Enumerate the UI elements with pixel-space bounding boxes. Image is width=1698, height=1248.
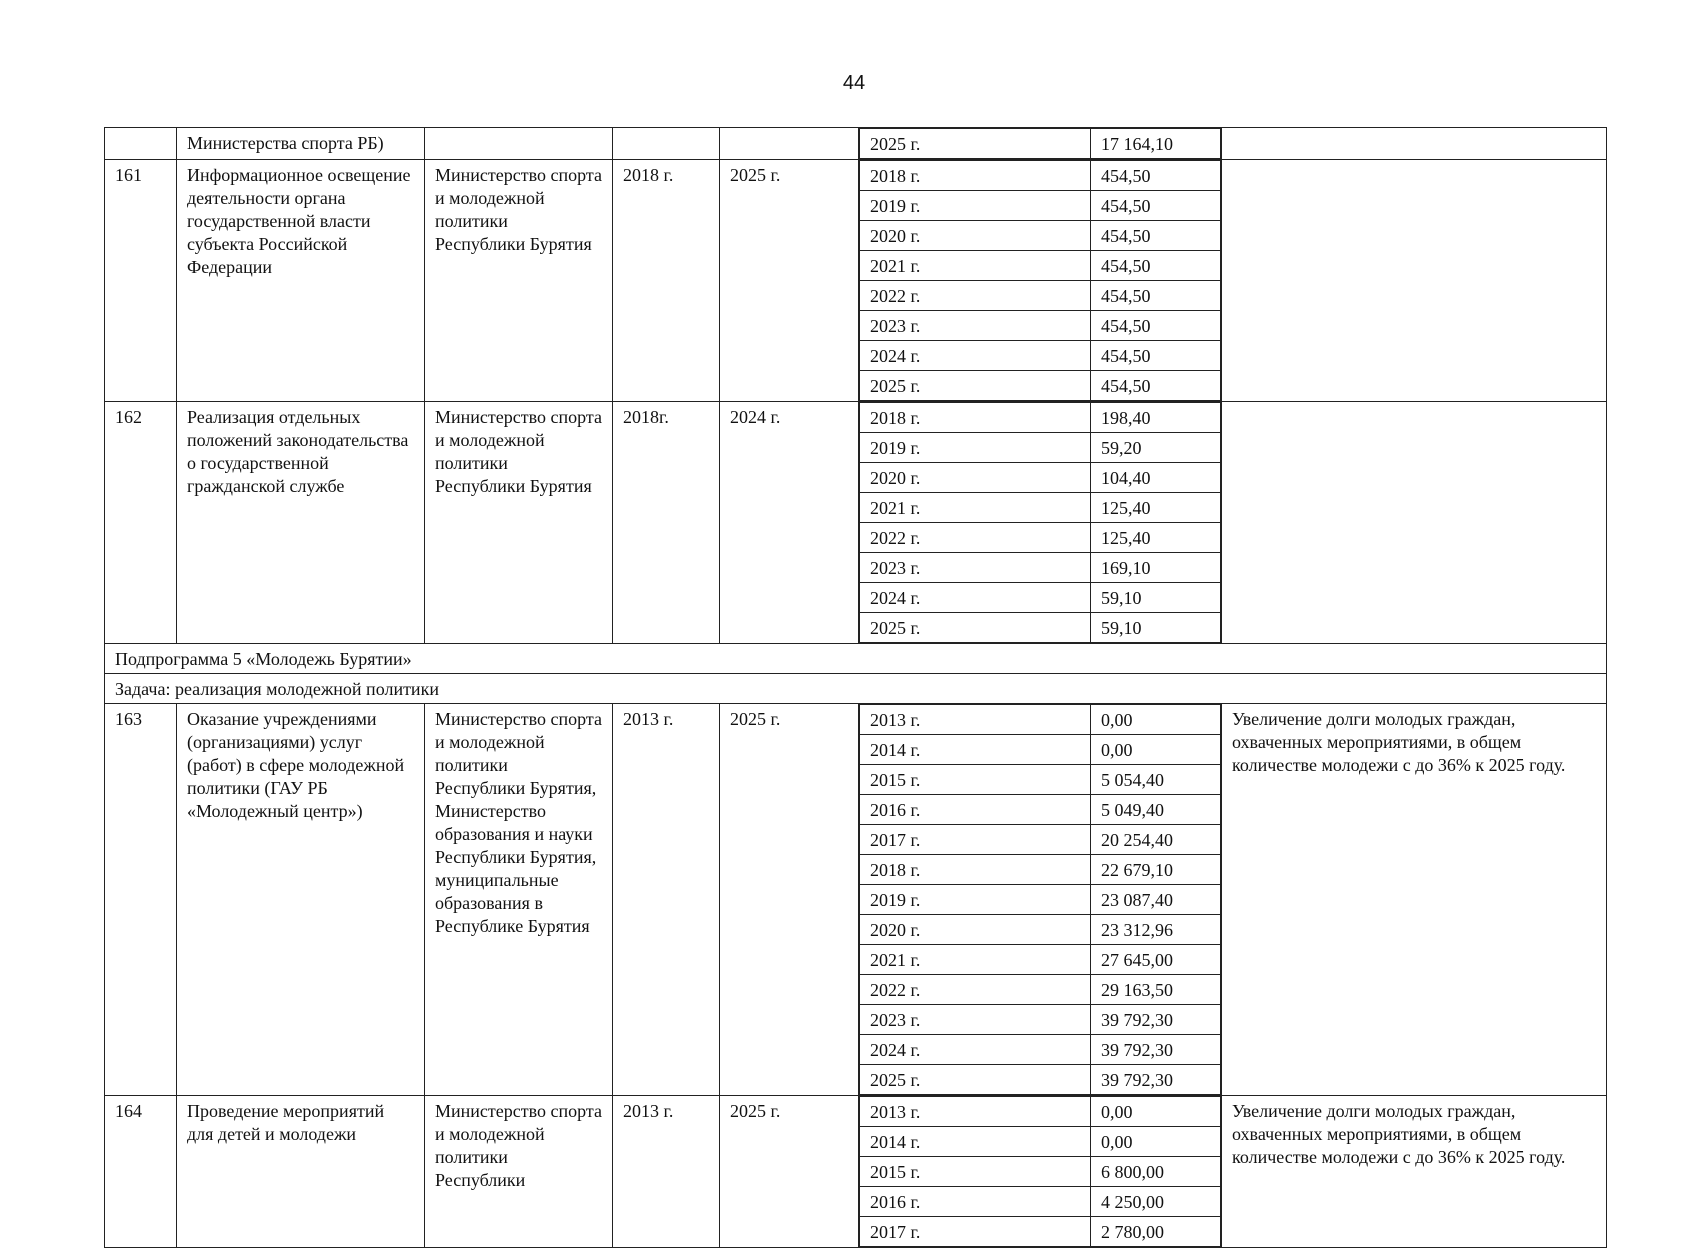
year: 2017 г. [860, 1217, 1091, 1247]
year: 2014 г. [860, 735, 1091, 765]
year: 2016 г. [860, 1187, 1091, 1217]
executor: Министерство спорта и молодежной политики Республики Бурятия [425, 402, 613, 644]
amount: 39 792,30 [1091, 1035, 1221, 1065]
start-year: 2018 г. [613, 160, 720, 402]
page-number: 44 [842, 72, 866, 94]
expected-result [1222, 402, 1607, 644]
year-row [860, 371, 1221, 401]
expected-result [1222, 128, 1607, 160]
year: 2023 г. [860, 1005, 1091, 1035]
program-table [104, 127, 1607, 1248]
expected-result: Увеличение долги молодых граждан, охваченных мероприятиями, в общем количестве молодежи с до 36% к 2025 году. [1222, 1096, 1607, 1248]
amount: 0,00 [1091, 1127, 1221, 1157]
year-row [860, 975, 1221, 1005]
year: 2021 г. [860, 945, 1091, 975]
table-row [105, 704, 1607, 1096]
year-row [860, 553, 1221, 583]
section-row [105, 674, 1607, 704]
year-row [860, 1005, 1221, 1035]
row-number: 161 [105, 160, 177, 402]
expected-result [1222, 160, 1607, 402]
year-row [860, 311, 1221, 341]
year-row [860, 1157, 1221, 1187]
section-title: Задача: реализация молодежной политики [105, 674, 1607, 704]
year-row [860, 403, 1221, 433]
amount: 454,50 [1091, 191, 1221, 221]
table-row [105, 402, 1607, 644]
section-row [105, 644, 1607, 674]
table-row [105, 128, 1607, 160]
amount: 29 163,50 [1091, 975, 1221, 1005]
year: 2024 г. [860, 341, 1091, 371]
row-number: 162 [105, 402, 177, 644]
year-row [860, 613, 1221, 643]
year: 2015 г. [860, 1157, 1091, 1187]
executor: Министерство спорта и молодежной политики Республики Бурятия [425, 160, 613, 402]
amount: 125,40 [1091, 523, 1221, 553]
amount: 5 049,40 [1091, 795, 1221, 825]
year: 2019 г. [860, 191, 1091, 221]
amount: 454,50 [1091, 311, 1221, 341]
year: 2023 г. [860, 311, 1091, 341]
event-name: Реализация отдельных положений законодательства о государственной гражданской службе [177, 402, 425, 644]
start-year [613, 128, 720, 160]
year-row [860, 191, 1221, 221]
funding-by-year [859, 704, 1222, 1096]
year-row [860, 855, 1221, 885]
year-row [860, 161, 1221, 191]
executor: Министерство спорта и молодежной политики Республики Бурятия, Министерство образования и науки Республики Бурятия, муниципальные образования в Республике Бурятия [425, 704, 613, 1096]
year: 2025 г. [860, 371, 1091, 401]
year-row [860, 129, 1221, 159]
executor [425, 128, 613, 160]
event-name: Министерства спорта РБ) [177, 128, 425, 160]
year: 2022 г. [860, 281, 1091, 311]
year-row [860, 735, 1221, 765]
year-row [860, 583, 1221, 613]
year-row [860, 705, 1221, 735]
event-name: Проведение мероприятий для детей и молодежи [177, 1096, 425, 1248]
year: 2025 г. [860, 129, 1091, 159]
year: 2017 г. [860, 825, 1091, 855]
amount: 23 312,96 [1091, 915, 1221, 945]
table-row [105, 160, 1607, 402]
funding-by-year [859, 128, 1222, 160]
amount: 169,10 [1091, 553, 1221, 583]
event-name: Оказание учреждениями (организациями) услуг (работ) в сфере молодежной политики (ГАУ РБ «Молодежный центр») [177, 704, 425, 1096]
year: 2018 г. [860, 403, 1091, 433]
start-year: 2013 г. [613, 1096, 720, 1248]
year: 2020 г. [860, 463, 1091, 493]
amount: 125,40 [1091, 493, 1221, 523]
start-year: 2018г. [613, 402, 720, 644]
amount: 454,50 [1091, 221, 1221, 251]
year: 2019 г. [860, 885, 1091, 915]
amount: 0,00 [1091, 1097, 1221, 1127]
year: 2023 г. [860, 553, 1091, 583]
year-row [860, 463, 1221, 493]
year: 2021 г. [860, 251, 1091, 281]
year: 2018 г. [860, 161, 1091, 191]
year: 2020 г. [860, 221, 1091, 251]
year: 2019 г. [860, 433, 1091, 463]
end-year [720, 128, 859, 160]
year: 2021 г. [860, 493, 1091, 523]
year: 2016 г. [860, 795, 1091, 825]
start-year: 2013 г. [613, 704, 720, 1096]
year: 2025 г. [860, 1065, 1091, 1095]
amount: 2 780,00 [1091, 1217, 1221, 1247]
amount: 198,40 [1091, 403, 1221, 433]
amount: 39 792,30 [1091, 1005, 1221, 1035]
year-row [860, 795, 1221, 825]
year-row [860, 1065, 1221, 1095]
year-row [860, 251, 1221, 281]
year-row [860, 825, 1221, 855]
amount: 0,00 [1091, 705, 1221, 735]
funding-by-year [859, 1096, 1222, 1248]
amount: 27 645,00 [1091, 945, 1221, 975]
end-year: 2025 г. [720, 160, 859, 402]
expected-result: Увеличение долги молодых граждан, охваченных мероприятиями, в общем количестве молодежи с до 36% к 2025 году. [1222, 704, 1607, 1096]
end-year: 2025 г. [720, 704, 859, 1096]
funding-by-year [859, 160, 1222, 402]
amount: 17 164,10 [1091, 129, 1221, 159]
year: 2020 г. [860, 915, 1091, 945]
year-row [860, 341, 1221, 371]
amount: 23 087,40 [1091, 885, 1221, 915]
row-number: 163 [105, 704, 177, 1096]
year: 2024 г. [860, 583, 1091, 613]
year: 2014 г. [860, 1127, 1091, 1157]
year: 2025 г. [860, 613, 1091, 643]
amount: 59,10 [1091, 613, 1221, 643]
amount: 454,50 [1091, 251, 1221, 281]
amount: 5 054,40 [1091, 765, 1221, 795]
year: 2022 г. [860, 523, 1091, 553]
end-year: 2024 г. [720, 402, 859, 644]
event-name: Информационное освещение деятельности органа государственной власти субъекта Российской Федерации [177, 160, 425, 402]
amount: 39 792,30 [1091, 1065, 1221, 1095]
row-number [105, 128, 177, 160]
year-row [860, 523, 1221, 553]
funding-by-year [859, 402, 1222, 644]
amount: 6 800,00 [1091, 1157, 1221, 1187]
amount: 454,50 [1091, 281, 1221, 311]
section-title: Подпрограмма 5 «Молодежь Бурятии» [105, 644, 1607, 674]
row-number: 164 [105, 1096, 177, 1248]
year: 2013 г. [860, 705, 1091, 735]
amount: 59,20 [1091, 433, 1221, 463]
year-row [860, 915, 1221, 945]
amount: 104,40 [1091, 463, 1221, 493]
year-row [860, 765, 1221, 795]
amount: 4 250,00 [1091, 1187, 1221, 1217]
year-row [860, 1035, 1221, 1065]
year-row [860, 221, 1221, 251]
amount: 454,50 [1091, 161, 1221, 191]
table-row [105, 1096, 1607, 1248]
year-row [860, 1127, 1221, 1157]
amount: 0,00 [1091, 735, 1221, 765]
year-row [860, 1217, 1221, 1247]
end-year: 2025 г. [720, 1096, 859, 1248]
amount: 454,50 [1091, 371, 1221, 401]
amount: 454,50 [1091, 341, 1221, 371]
amount: 59,10 [1091, 583, 1221, 613]
executor: Министерство спорта и молодежной политики Республики [425, 1096, 613, 1248]
amount: 22 679,10 [1091, 855, 1221, 885]
year-row [860, 1187, 1221, 1217]
year-row [860, 433, 1221, 463]
amount: 20 254,40 [1091, 825, 1221, 855]
year: 2024 г. [860, 1035, 1091, 1065]
year-row [860, 493, 1221, 523]
year: 2022 г. [860, 975, 1091, 1005]
year: 2013 г. [860, 1097, 1091, 1127]
year: 2018 г. [860, 855, 1091, 885]
year-row [860, 885, 1221, 915]
year-row [860, 1097, 1221, 1127]
year-row [860, 945, 1221, 975]
year: 2015 г. [860, 765, 1091, 795]
year-row [860, 281, 1221, 311]
